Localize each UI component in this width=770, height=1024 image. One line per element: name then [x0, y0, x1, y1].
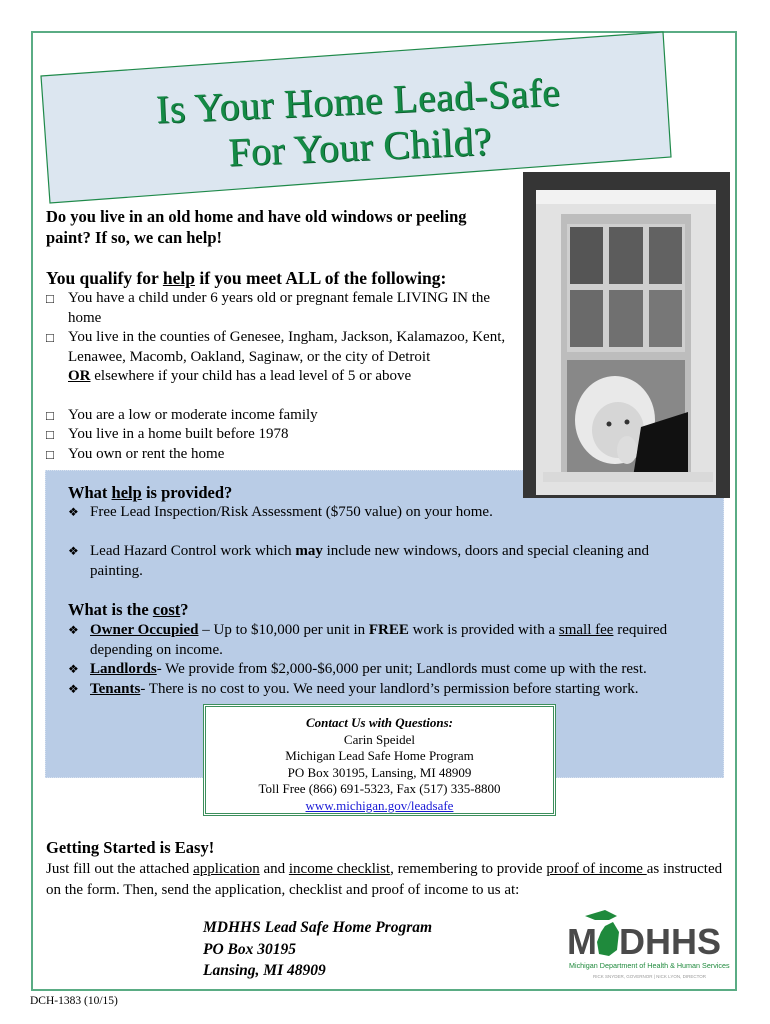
help-item: ❖ Free Lead Inspection/Risk Assessment ($750 value) on your home.: [68, 503, 498, 523]
or-emphasis: OR: [68, 368, 91, 384]
svg-text:RICK SNYDER, GOVERNOR | NICK L: RICK SNYDER, GOVERNOR | NICK LYON, DIRECTOR: [593, 974, 707, 979]
checklist-item: □ You have a child under 6 years old or pregnant female LIVING IN the home: [46, 289, 516, 328]
checkbox-icon[interactable]: □: [46, 291, 54, 306]
checklist-item: □ You live in a home built before 1978: [46, 425, 516, 445]
application-link[interactable]: application: [193, 861, 260, 877]
qualify-heading: You qualify for help if you meet ALL of the following:: [46, 268, 447, 288]
checklist-item: □ You live in the counties of Genesee, Ingham, Jackson, Kalamazoo, Kent, Lenawee, Macomb, Oakland, Saginaw, or the city of Detroit OR elsewhere if your child has a lead level of 5 or above: [46, 328, 516, 387]
contact-address: PO Box 30195, Lansing, MI 48909: [287, 764, 472, 780]
contact-phone: Toll Free (866) 691-5323, Fax (517) 335-8800: [258, 781, 501, 796]
photo-illustration: [523, 172, 730, 498]
help-link[interactable]: help: [162, 268, 195, 288]
proof-of-income-link[interactable]: proof of income: [546, 861, 647, 877]
title-line-1: Is Your Home Lead-Safe: [155, 69, 561, 132]
help-item: ❖ Lead Hazard Control work which may include new windows, doors and special cleaning and painting.: [68, 542, 678, 581]
checklist-item: □ You own or rent the home: [46, 445, 516, 465]
cost-heading: What is the cost?: [68, 600, 189, 619]
contact-box: [203, 704, 556, 816]
diamond-bullet-icon: ❖: [68, 681, 79, 696]
mdhhs-logo: [565, 906, 735, 986]
svg-text:Michigan Department of Health: Michigan Department of Health & Human Services: [569, 961, 730, 970]
website-link[interactable]: www.michigan.gov/leadsafe: [305, 797, 454, 813]
title-line-2: For Your Child?: [227, 118, 493, 175]
help-heading: What help is provided?: [68, 483, 233, 502]
form-id: DCH-1383 (10/15): [30, 995, 118, 1007]
getting-started-heading: Getting Started is Easy!: [46, 838, 215, 857]
help-list-2: [68, 542, 678, 581]
checkbox-icon[interactable]: □: [46, 407, 54, 423]
checklist-item: □ You are a low or moderate income family: [46, 406, 516, 426]
child-window-photo: [523, 172, 730, 498]
contact-heading: Contact Us with Questions:: [305, 715, 453, 730]
getting-started-text: Just fill out the attached application and income checklist, remembering to provide proof of income as instructed on the form. Then, send the application, checklist and proof of income to us at:: [46, 861, 723, 898]
income-checklist-link[interactable]: income checklist: [288, 861, 391, 877]
michigan-map-icon: [565, 906, 735, 986]
svg-text:DHHS: DHHS: [619, 921, 722, 962]
qualification-checklist: [46, 289, 516, 464]
contact-name: Carin Speidel: [343, 731, 416, 747]
cost-item-owner: ❖ Owner Occupied – Up to $10,000 per unit in FREE work is provided with a small fee required depending on income.: [68, 621, 723, 660]
cost-list: [68, 621, 723, 699]
diamond-bullet-icon: ❖: [68, 505, 79, 519]
cost-item-tenants: ❖ Tenants- There is no cost to you. We need your landlord’s permission before starting work.: [68, 680, 723, 700]
mailing-address: MDHHS Lead Safe Home Program PO Box 30195 Lansing, MI 48909: [203, 919, 433, 979]
svg-text:M: M: [567, 921, 597, 962]
diamond-bullet-icon: ❖: [68, 662, 79, 676]
diamond-bullet-icon: ❖: [68, 544, 79, 558]
checkbox-icon[interactable]: □: [46, 427, 54, 442]
intro-question: Do you live in an old home and have old windows or peeling paint? If so, we can help!: [46, 207, 467, 247]
checkbox-icon[interactable]: □: [46, 330, 54, 345]
diamond-bullet-icon: ❖: [68, 623, 79, 637]
checkbox-icon[interactable]: □: [46, 446, 54, 462]
help-list: [68, 503, 498, 523]
cost-item-landlords: ❖ Landlords- We provide from $2,000-$6,000 per unit; Landlords must come up with the rest.: [68, 660, 723, 680]
contact-program: Michigan Lead Safe Home Program: [285, 748, 474, 763]
